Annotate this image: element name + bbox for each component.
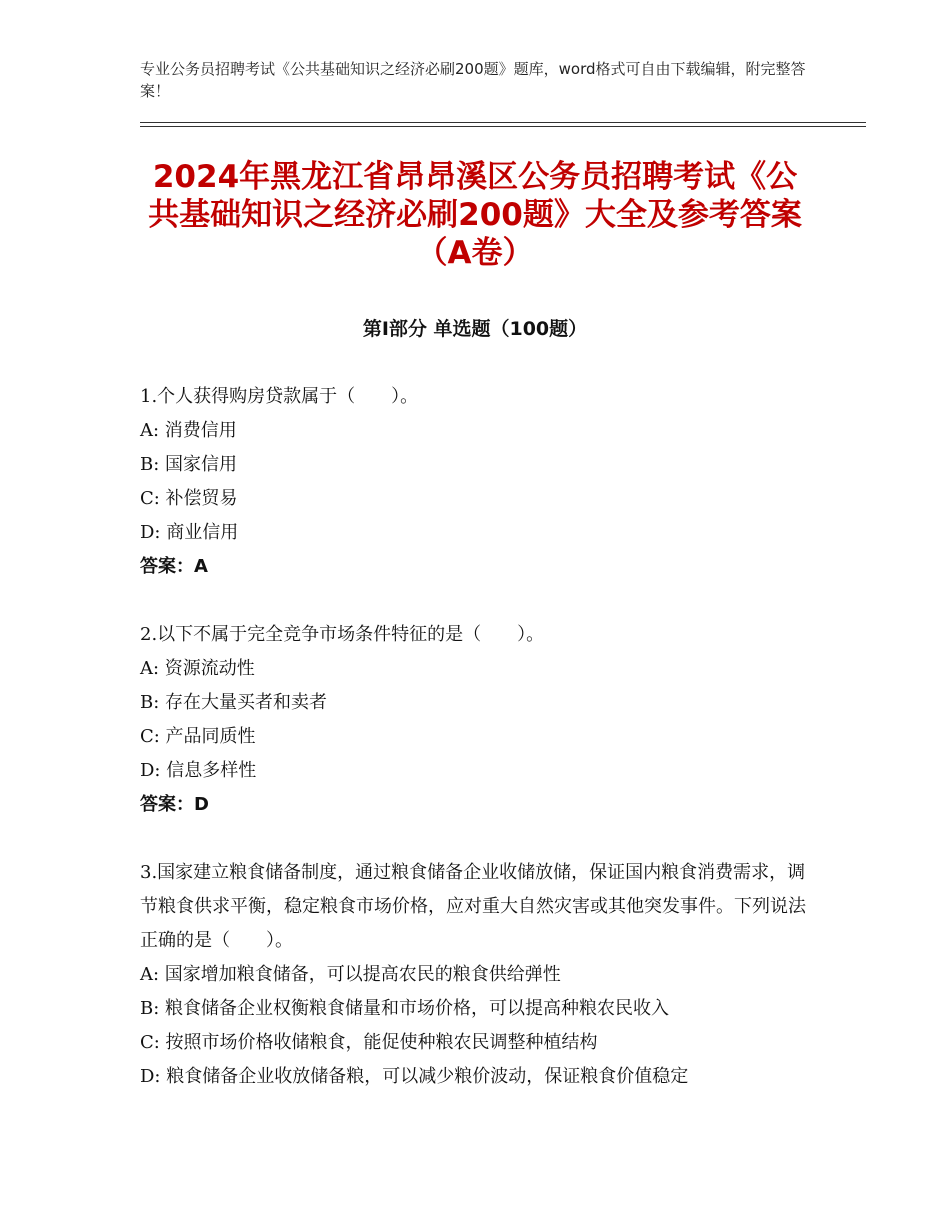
option-d: D: 信息多样性: [140, 760, 257, 781]
question-stem: 2.以下不属于完全竞争市场条件特征的是（ ）。: [140, 624, 545, 645]
question-list: [140, 380, 810, 1128]
option-b: B: 国家信用: [140, 454, 238, 475]
option-a: A: 国家增加粮食储备，可以提高农民的粮食供给弹性: [140, 964, 561, 985]
answer: 答案：D: [140, 794, 209, 815]
question-stem: 1.个人获得购房贷款属于（ ）。: [140, 386, 419, 407]
document-title: 2024年黑龙江省昂昂溪区公务员招聘考试《公共基础知识之经济必刷200题》大全及参考答案（A卷）: [148, 159, 802, 271]
section-heading: 第I部分 单选题（100题）: [362, 318, 588, 340]
option-b: B: 存在大量买者和卖者: [140, 692, 328, 713]
header-divider-top: [140, 122, 866, 123]
option-b: B: 粮食储备企业权衡粮食储量和市场价格，可以提高种粮农民收入: [140, 998, 670, 1019]
question-3: [140, 856, 810, 1094]
question-stem: 3.国家建立粮食储备制度，通过粮食储备企业收储放储，保证国内粮食消费需求，调节粮食供求平衡，稳定粮食市场价格，应对重大自然灾害或其他突发事件。下列说法正确的是（ ）。: [140, 862, 806, 951]
header-divider-bottom: [140, 126, 866, 127]
question-1: [140, 380, 810, 584]
question-2: [140, 618, 810, 822]
option-d: D: 粮食储备企业收放储备粮，可以减少粮价波动，保证粮食价值稳定: [140, 1066, 689, 1087]
option-c: C: 补偿贸易: [140, 488, 238, 509]
option-a: A: 资源流动性: [140, 658, 255, 679]
answer: 答案：A: [140, 556, 208, 577]
option-d: D: 商业信用: [140, 522, 239, 543]
option-c: C: 产品同质性: [140, 726, 256, 747]
option-c: C: 按照市场价格收储粮食，能促使种粮农民调整种植结构: [140, 1032, 598, 1053]
header-note: 专业公务员招聘考试《公共基础知识之经济必刷200题》题库，word格式可自由下载编辑，附完整答案！: [140, 60, 806, 100]
option-a: A: 消费信用: [140, 420, 237, 441]
